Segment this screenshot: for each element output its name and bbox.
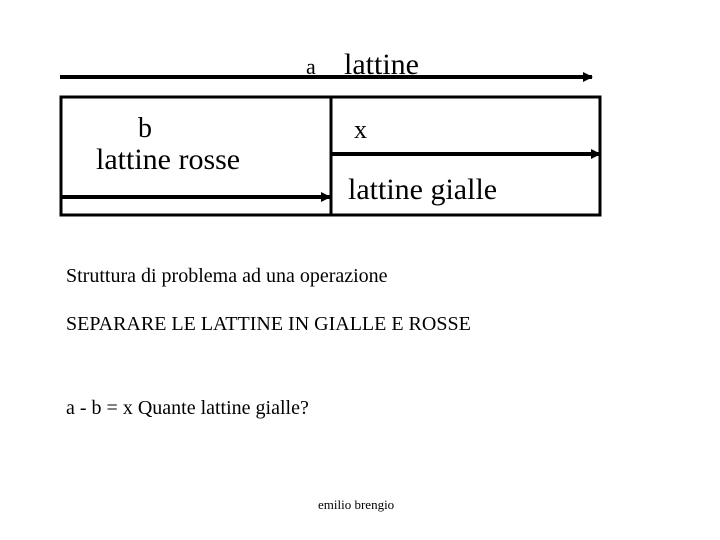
author-credit: emilio brengio (318, 497, 395, 512)
label-x: x (354, 115, 367, 144)
label-lattine-rosse: lattine rosse (96, 143, 241, 176)
label-b: b (138, 113, 152, 144)
label-lattine: lattine (344, 48, 419, 81)
task-text: SEPARARE LE LATTINE IN GIALLE E ROSSE (66, 313, 471, 335)
problem-structure-text: Struttura di problema ad una operazione (66, 265, 388, 287)
equation-question-text: a - b = x Quante lattine gialle? (66, 397, 309, 419)
label-lattine-gialle: lattine gialle (348, 173, 498, 206)
label-a: a (306, 54, 316, 79)
